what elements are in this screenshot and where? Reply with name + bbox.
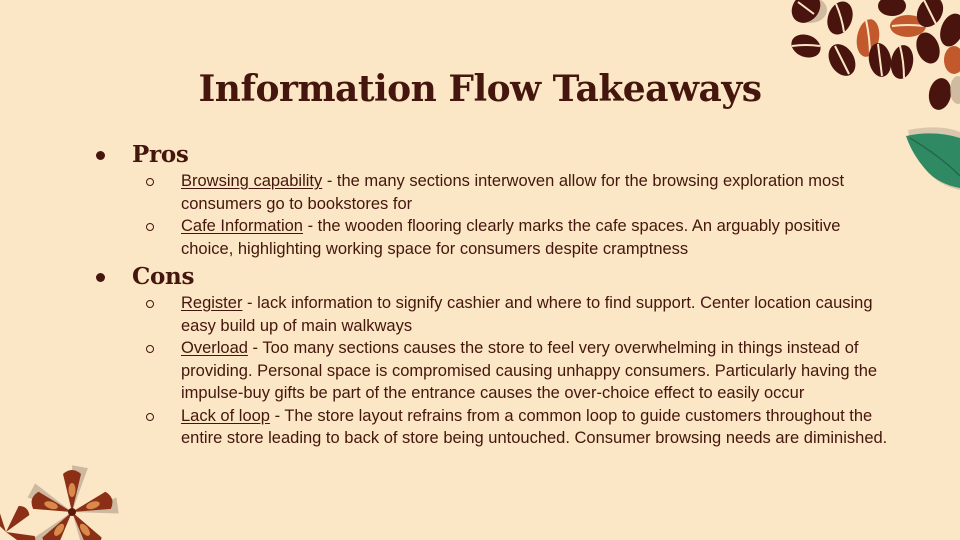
- list-item: [92, 292, 892, 337]
- item-text: - Too many sections causes the store to feel very overwhelming in things instead of providing. Personal space is compromised causing unhappy consumers. Particularly having the impulse-buy gifts be part of the entrance causes the over-choice effect to easily occur: [181, 339, 878, 402]
- item-term: Browsing capability: [181, 172, 323, 190]
- hollow-bullet-icon: [146, 178, 154, 186]
- cons-list: [92, 292, 892, 450]
- item-term: Cafe Information: [181, 217, 303, 235]
- star-anise-illustration: [0, 462, 130, 540]
- section-heading-pros: [92, 140, 892, 170]
- hollow-bullet-icon: [146, 223, 154, 231]
- item-term: Register: [181, 294, 243, 312]
- hollow-bullet-icon: [146, 300, 154, 308]
- takeaways-list: [92, 140, 892, 452]
- list-item: [92, 337, 892, 405]
- leaf-illustration: [900, 126, 960, 192]
- pros-list: [92, 170, 892, 260]
- slide-title: Information Flow Takeaways: [198, 68, 762, 110]
- list-item: [92, 215, 892, 260]
- bullet-icon: [96, 151, 105, 160]
- item-term: Overload: [181, 339, 248, 357]
- section-heading-cons: [92, 262, 892, 292]
- bullet-icon: [96, 273, 105, 282]
- section-heading-label: Cons: [132, 263, 195, 290]
- hollow-bullet-icon: [146, 345, 154, 353]
- list-item: [92, 405, 892, 450]
- hollow-bullet-icon: [146, 413, 154, 421]
- item-text: - the many sections interwoven allow for the browsing exploration most consumers go to bookstores for: [181, 172, 845, 213]
- item-text: - the wooden flooring clearly marks the cafe spaces. An arguably positive choice, highlighting working space for consumers despite cramptness: [181, 217, 841, 258]
- list-item: [92, 170, 892, 215]
- item-text: - lack information to signify cashier and where to find support. Center location causing easy build up of main walkways: [181, 294, 873, 335]
- section-heading-label: Pros: [132, 141, 189, 168]
- item-text: - The store layout refrains from a common loop to guide customers throughout the entire store leading to back of store being untouched. Consumer browsing needs are diminished.: [181, 406, 888, 447]
- item-term: Lack of loop: [181, 406, 270, 425]
